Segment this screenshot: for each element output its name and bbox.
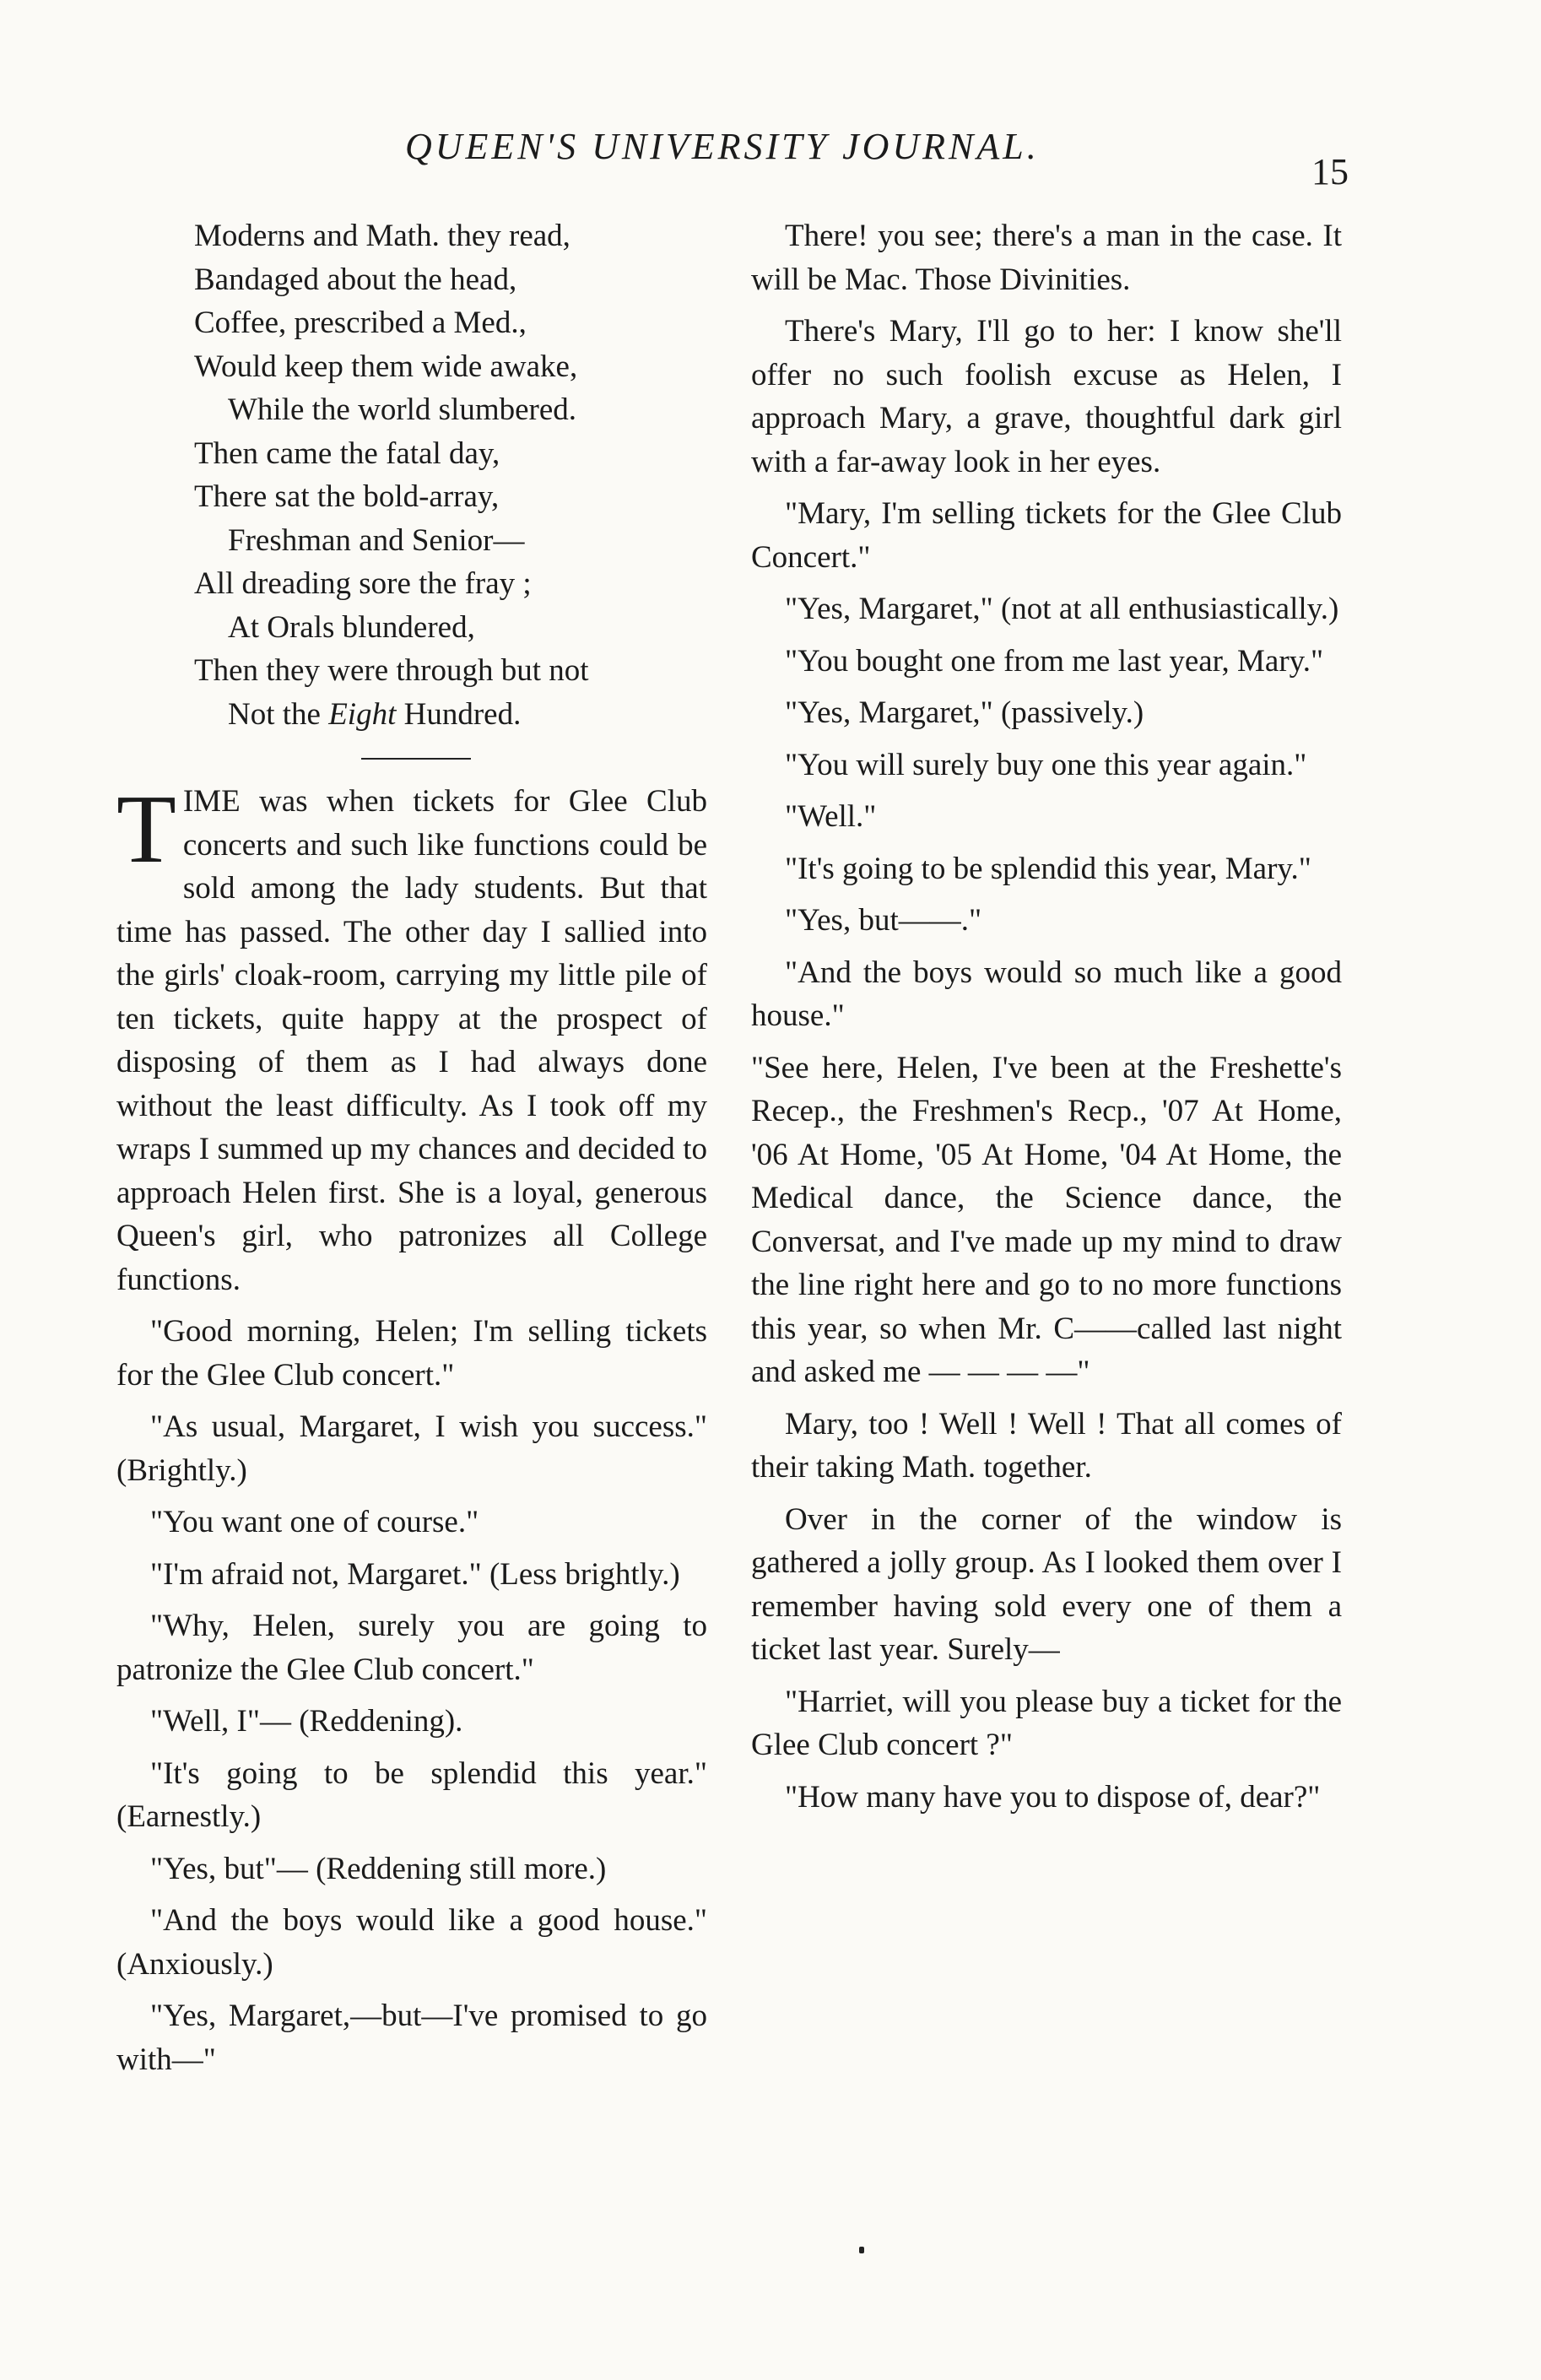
paragraph: Mary, too ! Well ! Well ! That all comes of their taking Math. together.: [751, 1406, 1342, 1485]
paragraph: "Good morning, Helen; I'm selling tickets for the Glee Club concert.": [116, 1314, 707, 1393]
poem-last-line-end: Hundred.: [396, 696, 522, 732]
poem-line: Coffee, prescribed a Med.,: [194, 306, 527, 340]
left-column: [116, 214, 707, 2081]
paragraph: There's Mary, I'll go to her: I know she'll offer no such foolish excuse as Helen, I approach Mary, a grave, thoughtful dark girl with a far-away look in her eyes.: [751, 314, 1342, 479]
paragraph: There! you see; there's a man in the case. It will be Mac. Those Divinities.: [751, 219, 1342, 297]
poem-line: Would keep them wide awake,: [194, 349, 578, 384]
drop-cap: T: [116, 776, 176, 884]
poem-line: There sat the bold-array,: [194, 479, 500, 514]
page-header: [0, 125, 1541, 192]
paragraph: "You will surely buy one this year again.": [785, 747, 1307, 782]
paragraph: "See here, Helen, I've been at the Freshette's Recep., the Freshmen's Recp., '07 At Home, '06 At Home, '05 At Home, '04 At Home, the Medical dance, the Science dance, the Conversat, and I've made up my mind to draw the line right here and go to no more functions this year, so when Mr. C——called last night and asked me — — — —": [751, 1050, 1342, 1389]
paragraph: "Yes, Margaret," (passively.): [785, 695, 1144, 730]
paragraph: "Why, Helen, surely you are going to patronize the Glee Club concert.": [116, 1609, 707, 1687]
paragraph: "Harriet, will you please buy a ticket for the Glee Club concert ?": [751, 1684, 1342, 1762]
right-column: [751, 214, 1342, 1819]
opening-paragraph: [116, 776, 707, 1301]
poem-line: Then they were through but not: [194, 653, 589, 688]
section-divider: [361, 758, 471, 760]
poem-line: While the world slumbered.: [228, 392, 577, 427]
paragraph: "Mary, I'm selling tickets for the Glee Club Concert.": [751, 496, 1342, 575]
paragraph: Over in the corner of the window is gathered a jolly group. As I looked them over I remember having sold every one of them a ticket last year. Surely—: [751, 1501, 1342, 1667]
paragraph: "And the boys would like a good house." (Anxiously.): [116, 1903, 707, 1982]
poem-last-line: [194, 693, 707, 737]
paragraph: "Well.": [785, 799, 877, 834]
poem-line: At Orals blundered,: [228, 609, 475, 645]
running-head: QUEEN'S UNIVERSITY JOURNAL.: [405, 126, 1040, 167]
paragraph: "You bought one from me last year, Mary.": [785, 643, 1324, 679]
print-speck: [859, 2247, 864, 2253]
paragraph: "How many have you to dispose of, dear?": [785, 1779, 1321, 1815]
poem-line: Freshman and Senior—: [228, 522, 525, 558]
paragraph: "And the boys would so much like a good house.": [751, 955, 1342, 1033]
paragraph: "As usual, Margaret, I wish you success." (Brightly.): [116, 1409, 707, 1488]
paragraph: "You want one of course.": [150, 1505, 479, 1539]
poem-line: Bandaged about the head,: [194, 262, 517, 297]
poem-line: All dreading sore the fray ;: [194, 566, 532, 601]
paragraph: "It's going to be splendid this year." (Earnestly.): [116, 1755, 707, 1834]
paragraph: "I'm afraid not, Margaret." (Less brightly.): [150, 1556, 680, 1592]
paragraph: "Yes, Margaret," (not at all enthusiastically.): [785, 592, 1339, 626]
paragraph: "It's going to be splendid this year, Mary.": [785, 851, 1311, 886]
paragraph: "Yes, Margaret,—but—I've promised to go with—": [116, 1999, 707, 2077]
poem-line: Moderns and Math. they read,: [194, 219, 570, 253]
page-number: 15: [1311, 151, 1349, 192]
poem-emphasis: Eight: [328, 696, 397, 732]
paragraph: "Yes, but——.": [785, 903, 982, 938]
paragraph: "Well, I"— (Reddening).: [150, 1704, 463, 1739]
poem: [116, 214, 707, 736]
poem-line: Then came the fatal day,: [194, 435, 500, 471]
poem-last-line-start: Not the: [228, 696, 329, 732]
paragraph: "Yes, but"— (Reddening still more.): [150, 1851, 607, 1886]
opening-paragraph-text: IME was when tickets for Glee Club concerts and such like functions could be sold among the lady students. But that time has passed. The other day I sallied into the girls' cloak-room, carrying my little pile of ten tickets, quite happy at the prospect of disposing of them as I had always done without the least difficulty. As I took off my wraps I summed up my chances and decided to approach Helen first. She is a loyal, generous Queen's girl, who patronizes all College functions.: [116, 784, 707, 1297]
